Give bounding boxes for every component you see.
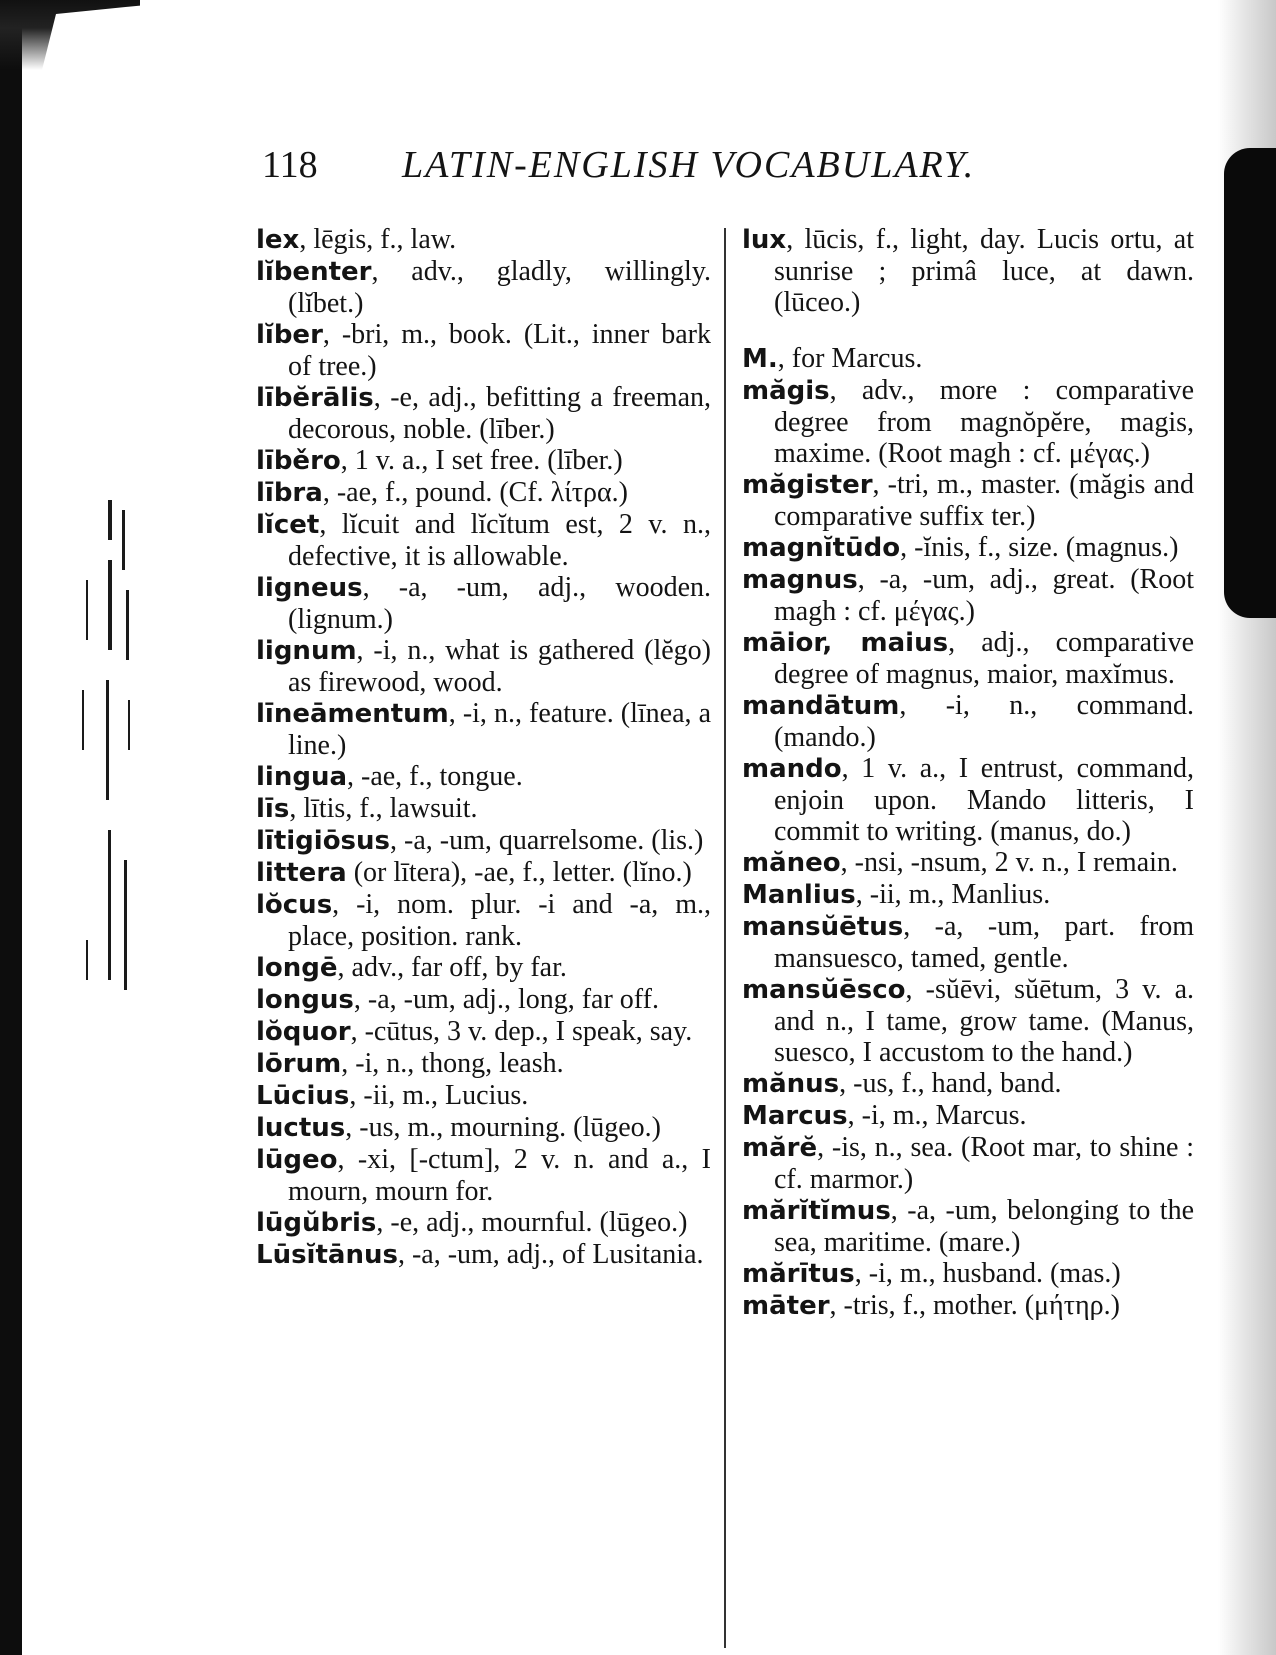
entry-headword: lībĕrālis (256, 383, 374, 413)
entry-definition: , -us, f., hand, band. (839, 1068, 1062, 1099)
dictionary-entry (742, 469, 1194, 532)
entry-definition: , -is, n., sea. (Root mar, to shine : cf. marmor.) (774, 1132, 1194, 1195)
margin-bleedthrough-marks (78, 500, 148, 1000)
entry-definition: , adv., far off, by far. (337, 952, 567, 983)
entry-headword: mărĕ (742, 1133, 818, 1163)
dictionary-entry (256, 984, 711, 1016)
dictionary-entry (742, 532, 1194, 564)
dictionary-entry (256, 382, 711, 445)
entry-definition: , -a, -um, adj., of Lusitania. (397, 1239, 704, 1270)
dictionary-entry (256, 477, 711, 509)
entry-definition: , lītis, f., lawsuit. (289, 793, 478, 824)
entry-headword: līneāmentum (256, 699, 449, 729)
page-number: 118 (262, 144, 318, 186)
entry-definition: , -bri, m., book. (Lit., inner bark of tree.) (288, 319, 711, 382)
entry-headword: lībra (256, 478, 323, 508)
column-divider (724, 228, 726, 1648)
entry-gap (742, 318, 1194, 343)
entry-definition: , -a, -um, part. from mansuesco, tamed, gentle. (774, 911, 1194, 974)
entry-headword: mansŭēsco (742, 975, 906, 1005)
dictionary-entry (742, 1068, 1194, 1100)
dictionary-entry (742, 1132, 1194, 1195)
entry-headword: lītigiōsus (256, 826, 391, 856)
dictionary-entry (256, 509, 711, 572)
entry-headword: lux (742, 225, 787, 255)
entry-definition: , -a, -um, belonging to the sea, maritime. (mare.) (774, 1195, 1194, 1258)
entry-headword: mărĭtĭmus (742, 1196, 891, 1226)
dictionary-entry (256, 761, 711, 793)
dictionary-entry (256, 1016, 711, 1048)
entry-definition: , -e, adj., befitting a freeman, decorous, noble. (līber.) (288, 382, 711, 445)
dictionary-entry (742, 690, 1194, 753)
entry-headword: lex (256, 225, 300, 255)
entry-definition: , -xi, [-ctum], 2 v. n. and a., I mourn, mourn for. (288, 1144, 711, 1207)
entry-headword: măneo (742, 848, 841, 878)
entry-headword: mando (742, 754, 842, 784)
entry-headword: lĭbenter (256, 257, 372, 287)
entry-headword: mansŭētus (742, 912, 904, 942)
entry-definition: , -ii, m., Manlius. (855, 879, 1051, 910)
dictionary-entry (256, 1144, 711, 1207)
entry-headword: lignum (256, 636, 357, 666)
entry-headword: littera (256, 858, 347, 888)
dictionary-entry (742, 1258, 1194, 1290)
entry-headword: līběro (256, 446, 341, 476)
entry-definition: , for Marcus. (777, 343, 923, 374)
running-title: LATIN-ENGLISH VOCABULARY. (402, 144, 976, 186)
dictionary-entry (742, 1195, 1194, 1258)
dictionary-entry (742, 564, 1194, 627)
dictionary-entry (256, 825, 711, 857)
entry-headword: lōrum (256, 1049, 342, 1079)
entry-headword: longē (256, 953, 338, 983)
entry-definition: , -i, m., husband. (mas.) (854, 1258, 1121, 1289)
entry-headword: lĭcet (256, 510, 320, 540)
entry-definition: , -i, n., what is gathered (lĕgo) as firewood, wood. (288, 635, 711, 698)
entry-definition: , -ae, f., tongue. (347, 761, 523, 792)
entry-headword: ligneus (256, 573, 363, 603)
entry-definition: , -us, m., mourning. (lūgeo.) (345, 1112, 661, 1143)
entry-definition: , -ii, m., Lucius. (349, 1080, 529, 1111)
entry-headword: lingua (256, 762, 347, 792)
entry-definition: , -ĭnis, f., size. (magnus.) (900, 532, 1179, 563)
dictionary-entry (256, 445, 711, 477)
dictionary-entry (742, 1100, 1194, 1132)
entry-definition: , -a, -um, adj., great. (Root magh : cf. μέγας.) (774, 564, 1194, 627)
entry-headword: mănus (742, 1069, 840, 1099)
entry-definition: , -i, n., thong, leash. (341, 1048, 564, 1079)
dictionary-entry (256, 1112, 711, 1144)
entry-headword: māior, maius (742, 628, 949, 658)
dictionary-entry (256, 1080, 711, 1112)
entry-headword: Marcus (742, 1101, 848, 1131)
entry-definition: , -i, m., Marcus. (847, 1100, 1027, 1131)
entry-definition: , adv., gladly, willingly. (lĭbet.) (288, 256, 711, 319)
dictionary-entry (256, 1048, 711, 1080)
dictionary-entry (742, 1290, 1194, 1322)
entry-headword: līs (256, 794, 290, 824)
dictionary-entry (742, 974, 1194, 1068)
entry-headword: Lūcius (256, 1081, 350, 1111)
entry-definition: , adv., more : comparative degree from magnŏpĕre, magis, maxime. (Root magh : cf. μέγας.) (774, 375, 1194, 469)
entry-definition: , -e, adj., mournful. (lūgeo.) (376, 1207, 688, 1238)
dictionary-entry (742, 753, 1194, 847)
scan-edge-left (0, 0, 22, 1655)
dictionary-entry (256, 319, 711, 382)
entry-headword: lĭber (256, 320, 323, 350)
entry-definition: (or lītera), -ae, f., letter. (lĭno.) (346, 857, 692, 888)
entry-headword: Lūsĭtānus (256, 1240, 398, 1270)
dictionary-entry (742, 343, 1194, 375)
entry-definition: , -i, n., command. (mando.) (774, 690, 1194, 753)
entry-headword: Manlius (742, 880, 856, 910)
dictionary-entry (742, 847, 1194, 879)
entry-headword: mandātum (742, 691, 900, 721)
dictionary-entry (742, 627, 1194, 690)
entry-definition: , lēgis, f., law. (299, 224, 457, 255)
scan-edge-top-left (0, 0, 140, 70)
entry-definition: , 1 v. a., I entrust, command, enjoin upon. Mando litteris, I commit to writing. (manus, do.) (774, 753, 1194, 847)
entry-headword: lūgeo (256, 1145, 338, 1175)
entry-definition: , -a, -um, adj., long, far off. (353, 984, 659, 1015)
entry-headword: magnĭtūdo (742, 533, 901, 563)
dictionary-entry (256, 1239, 711, 1271)
entry-definition: , 1 v. a., I set free. (līber.) (340, 445, 623, 476)
dictionary-entry (256, 857, 711, 889)
entry-definition: , -nsi, -nsum, 2 v. n., I remain. (840, 847, 1178, 878)
entry-definition: , -tri, m., master. (măgis and comparative suffix ter.) (774, 469, 1194, 532)
entry-headword: māter (742, 1291, 830, 1321)
right-column (742, 224, 1194, 1322)
dictionary-entry (742, 879, 1194, 911)
dictionary-entry (742, 911, 1194, 974)
entry-headword: luctus (256, 1113, 346, 1143)
left-column (256, 224, 711, 1271)
entry-definition: , -a, -um, adj., wooden. (lignum.) (288, 572, 711, 635)
entry-headword: longus (256, 985, 354, 1015)
dictionary-entry (256, 572, 711, 635)
entry-definition: , -i, n., feature. (līnea, a line.) (288, 698, 711, 761)
entry-definition: , -sŭēvi, sŭētum, 3 v. a. and n., I tame, grow tame. (Manus, suesco, I accustom to the hand.) (774, 974, 1194, 1068)
entry-headword: măgister (742, 470, 873, 500)
dictionary-entry (256, 224, 711, 256)
entry-headword: lŏcus (256, 890, 333, 920)
entry-headword: lŏquor (256, 1017, 351, 1047)
entry-definition: , adj., comparative degree of magnus, maior, maxĭmus. (774, 627, 1194, 690)
dictionary-entry (256, 256, 711, 319)
entry-definition: , -tris, f., mother. (μήτηρ.) (829, 1290, 1120, 1321)
dictionary-entry (742, 224, 1194, 318)
entry-definition: , lĭcuit and lĭcĭtum est, 2 v. n., defective, it is allowable. (288, 509, 711, 572)
entry-definition: , -a, -um, quarrelsome. (lis.) (390, 825, 704, 856)
dictionary-entry (256, 698, 711, 761)
dictionary-entry (256, 793, 711, 825)
entry-headword: M. (742, 344, 778, 374)
entry-headword: măgis (742, 376, 830, 406)
entry-headword: mărītus (742, 1259, 855, 1289)
dictionary-entry (742, 375, 1194, 469)
entry-headword: lūgŭbris (256, 1208, 377, 1238)
dictionary-entry (256, 952, 711, 984)
dictionary-entry (256, 889, 711, 952)
entry-headword: magnus (742, 565, 858, 595)
entry-definition: , -cūtus, 3 v. dep., I speak, say. (350, 1016, 693, 1047)
page-header (262, 143, 1082, 193)
entry-definition: , -i, nom. plur. -i and -a, m., place, position. rank. (288, 889, 711, 952)
thumb-tab-mark (1224, 148, 1276, 618)
entry-definition: , lūcis, f., light, day. Lucis ortu, at sunrise ; primâ luce, at dawn. (lūceo.) (774, 224, 1194, 318)
dictionary-entry (256, 635, 711, 698)
dictionary-entry (256, 1207, 711, 1239)
entry-definition: , -ae, f., pound. (Cf. λίτρα.) (322, 477, 628, 508)
